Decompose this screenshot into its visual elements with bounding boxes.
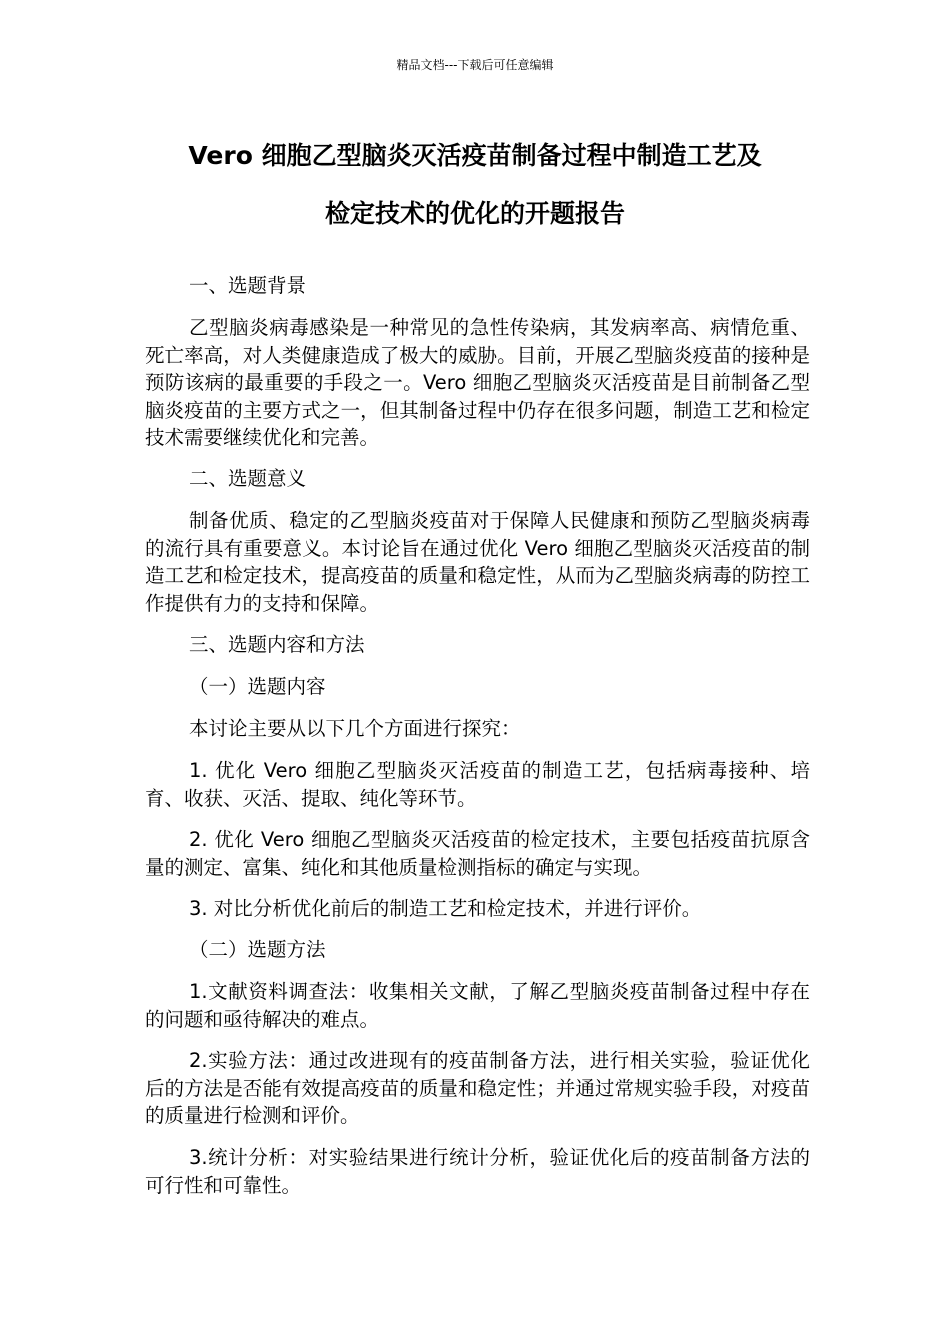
list-item-content-1: 1. 优化 Vero 细胞乙型脑炎灭活疫苗的制造工艺，包括病毒接种、培育、收获、灭活、提取、纯化等环节。 bbox=[145, 759, 810, 810]
subheading-content: （一）选题内容 bbox=[189, 675, 326, 698]
paragraph-content-intro: 本讨论主要从以下几个方面进行探究： bbox=[189, 717, 521, 740]
document-title-line-1: Vero 细胞乙型脑炎灭活疫苗制备过程中制造工艺及 bbox=[188, 141, 762, 170]
document-title-line-2: 检定技术的优化的开题报告 bbox=[324, 199, 625, 228]
section-heading-significance: 二、选题意义 bbox=[189, 467, 307, 490]
paragraph-significance: 制备优质、稳定的乙型脑炎疫苗对于保障人民健康和预防乙型脑炎病毒的流行具有重要意义。本讨论旨在通过优化 Vero 细胞乙型脑炎灭活疫苗的制造工艺和检定技术，提高疫苗的质量和稳定性，从而为乙型脑炎病毒的防控工作提供有力的支持和保障。 bbox=[145, 509, 810, 615]
section-heading-content-method: 三、选题内容和方法 bbox=[189, 633, 365, 656]
list-item-method-3: 3.统计分析：对实验结果进行统计分析，验证优化后的疫苗制备方法的可行性和可靠性。 bbox=[145, 1146, 810, 1197]
list-item-content-2: 2. 优化 Vero 细胞乙型脑炎灭活疫苗的检定技术，主要包括疫苗抗原含量的测定、富集、纯化和其他质量检测指标的确定与实现。 bbox=[145, 828, 810, 879]
list-item-method-1: 1.文献资料调查法：收集相关文献，了解乙型脑炎疫苗制备过程中存在的问题和亟待解决的难点。 bbox=[145, 980, 810, 1031]
subheading-method: （二）选题方法 bbox=[189, 938, 326, 961]
header-note: 精品文档---下载后可任意编辑 bbox=[396, 58, 554, 72]
section-heading-background: 一、选题背景 bbox=[189, 274, 307, 297]
list-item-content-3: 3. 对比分析优化前后的制造工艺和检定技术，并进行评价。 bbox=[189, 897, 702, 920]
list-item-method-2: 2.实验方法：通过改进现有的疫苗制备方法，进行相关实验，验证优化后的方法是否能有效提高疫苗的质量和稳定性；并通过常规实验手段，对疫苗的质量进行检测和评价。 bbox=[145, 1049, 810, 1127]
paragraph-background: 乙型脑炎病毒感染是一种常见的急性传染病，其发病率高、病情危重、死亡率高，对人类健康造成了极大的威胁。目前，开展乙型脑炎疫苗的接种是预防该病的最重要的手段之一。Vero 细胞乙型脑炎灭活疫苗是目前制备乙型脑炎疫苗的主要方式之一，但其制备过程中仍存在很多问题，制造工艺和检定技术需要继续优化和完善。 bbox=[145, 316, 810, 449]
